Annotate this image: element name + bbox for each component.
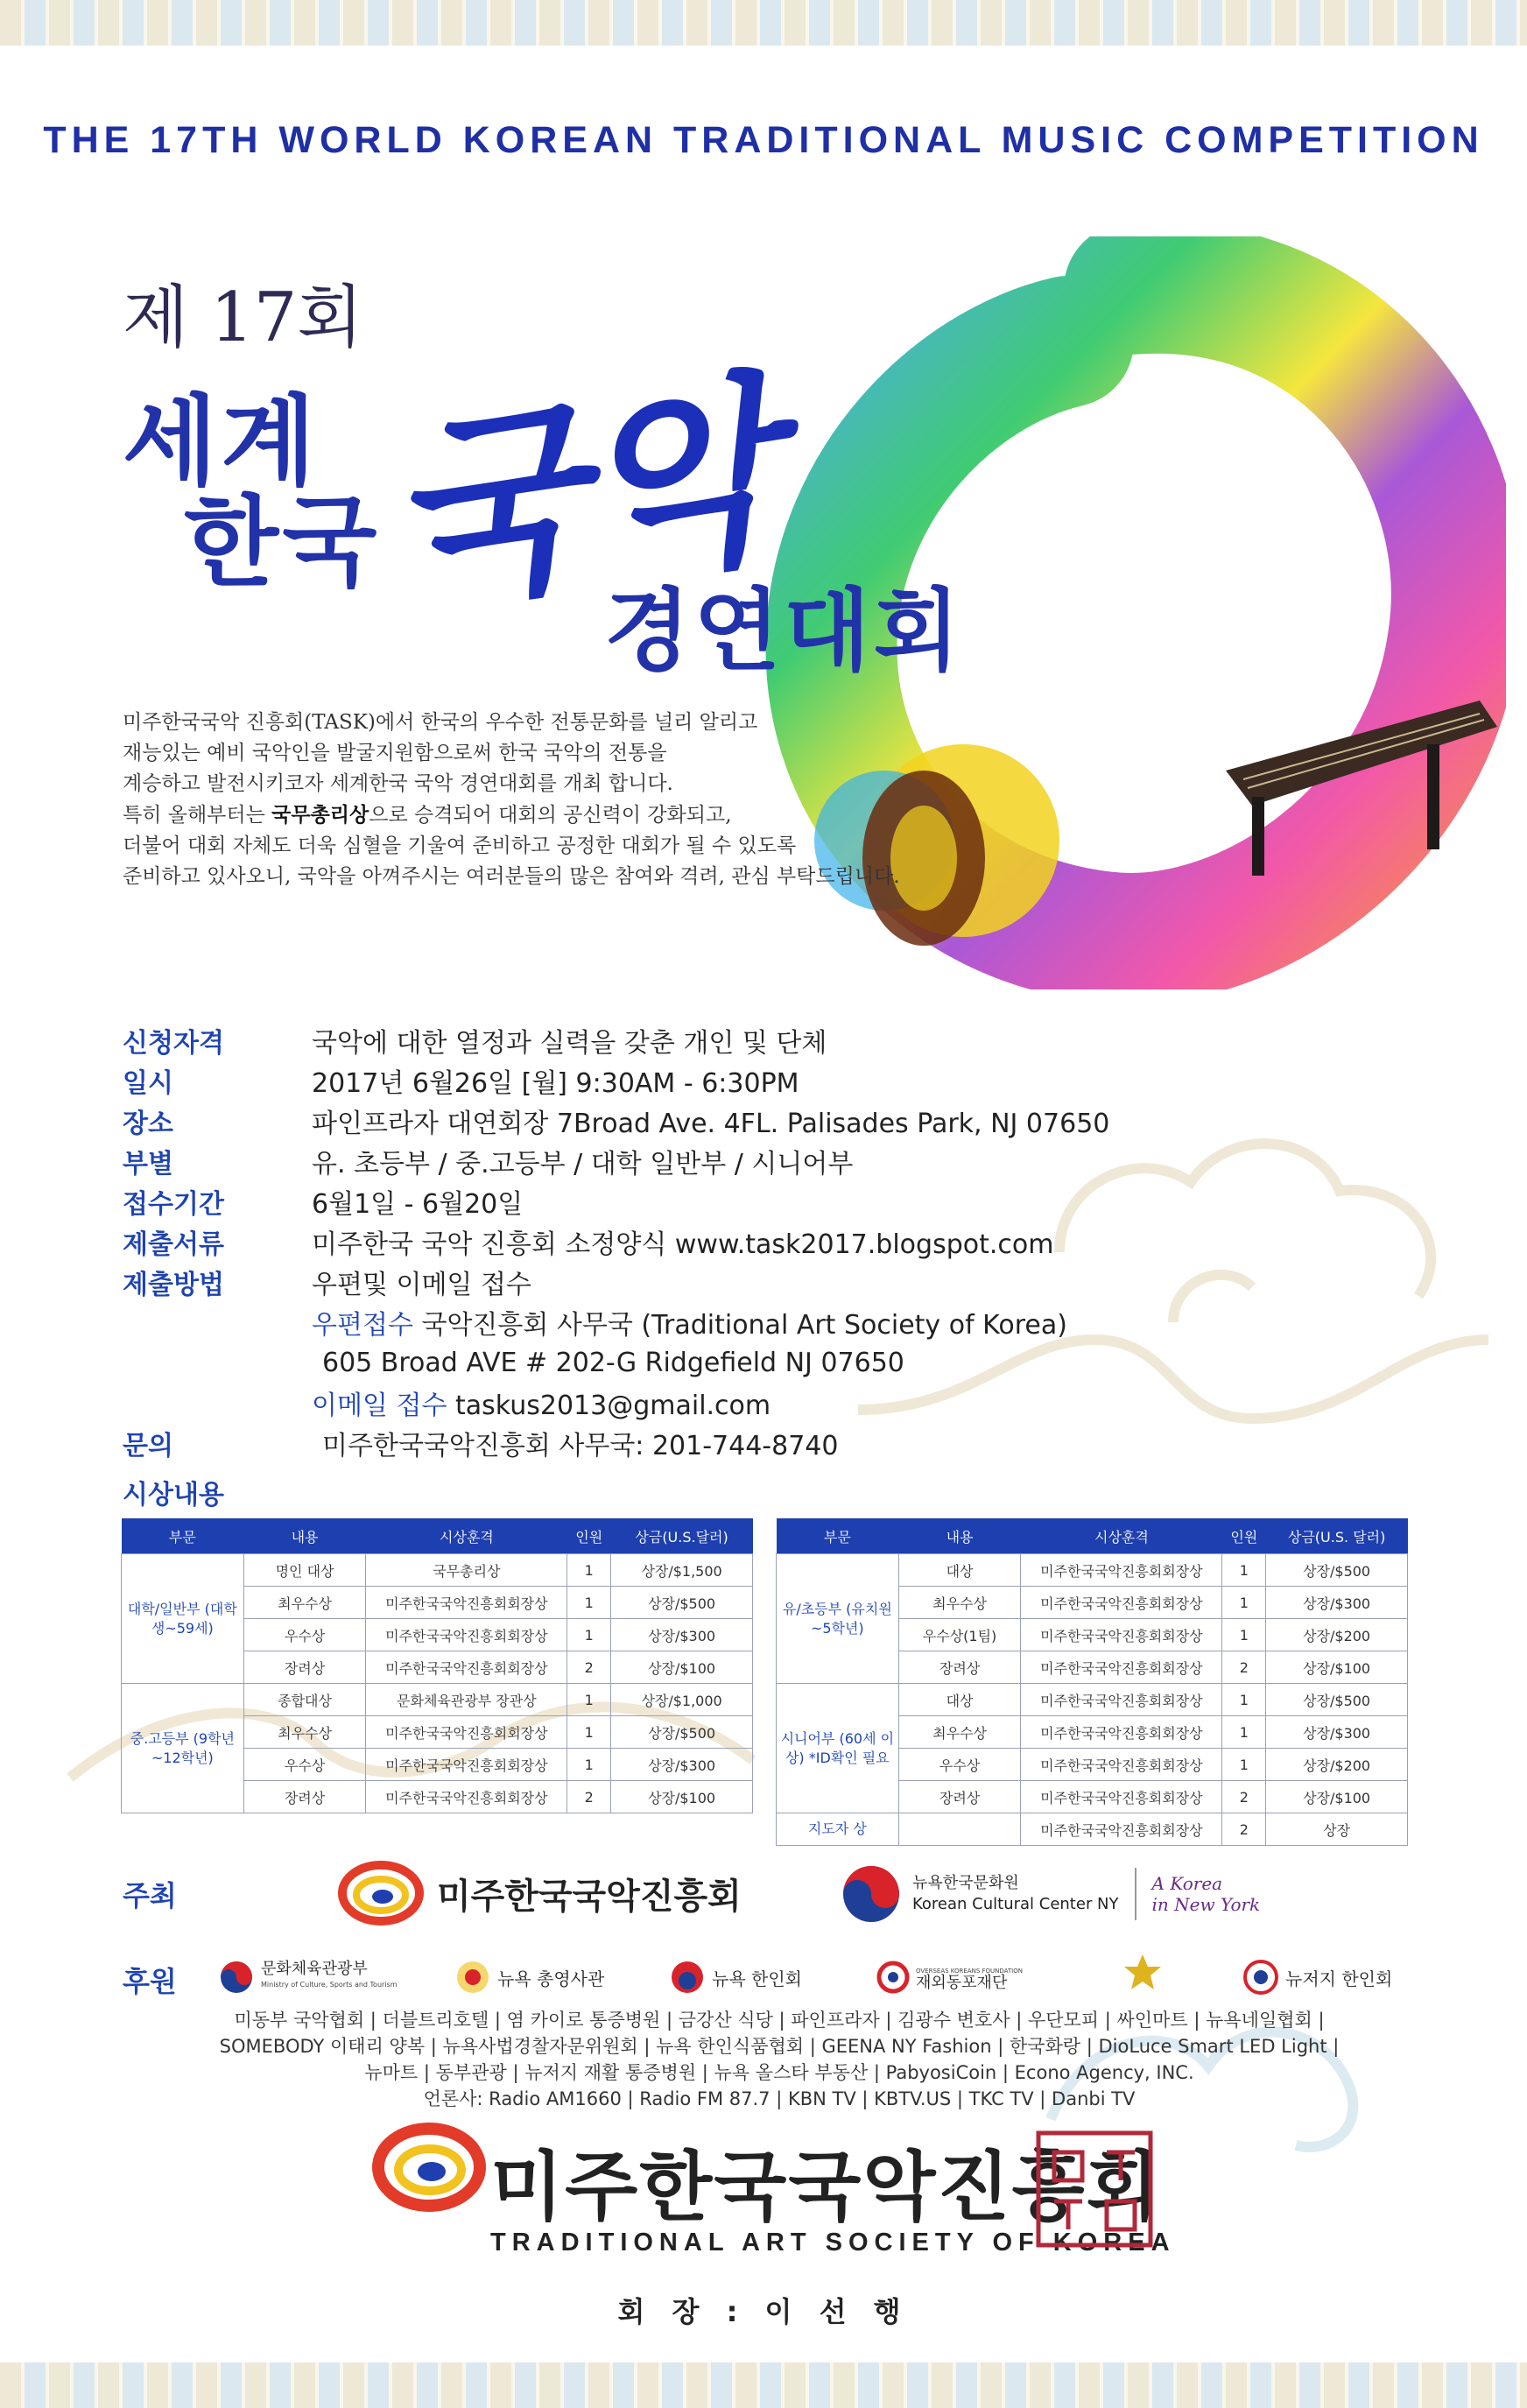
red-seal-stamp xyxy=(1033,2128,1156,2250)
nj-korean-assoc-name: 뉴저지 한인회 xyxy=(1285,1968,1393,1989)
sponsor-line: 미동부 국악협회 | 더블트리호텔 | 염 카이로 통증병원 | 금강산 식당 | 파인프라자 | 김광수 변호사 | 우단모피 | 싸인마트 | 뉴욕네일협회 | xyxy=(234,2010,1325,2031)
nj-korean-assoc-logo xyxy=(1243,1960,1392,1995)
awards-table-left xyxy=(121,1518,753,1813)
ny-korean-assoc-name: 뉴욕 한인회 xyxy=(712,1968,802,1989)
gayageum-icon xyxy=(1217,665,1506,911)
table-cell: 1 xyxy=(567,1716,611,1749)
table-cell: 미주한국국악진흥회회장상 xyxy=(1021,1716,1222,1749)
title-world: 세계 xyxy=(123,385,320,499)
table-cell: 미주한국국악진흥회회장상 xyxy=(366,1749,567,1781)
okf-name-kr: 재외동포재단 xyxy=(916,1974,1008,1992)
info-row-place xyxy=(123,1101,1129,1141)
awards-title: 시상내용 xyxy=(123,1480,224,1510)
intro-line: 계승하고 발전시키코자 세계한국 국악 경연대회를 개최 합니다. xyxy=(123,772,673,795)
info-row-method xyxy=(123,1262,1129,1302)
table-cell: 우수상 xyxy=(898,1749,1021,1781)
table-header: 내용 xyxy=(243,1518,366,1554)
table-cell: 장려상 xyxy=(243,1781,366,1813)
table-cell: 상장/$100 xyxy=(611,1781,753,1813)
title-contest: 경연대회 xyxy=(604,580,964,684)
award-category: 시니어부 (60세 이상) *ID확인 필요 xyxy=(777,1684,899,1813)
info-row-mail-address xyxy=(123,1342,1129,1383)
ny-korean-assoc-logo xyxy=(670,1960,802,1995)
sponsor-line: 뉴마트 | 동부관광 | 뉴저지 재활 통증병원 | 뉴욕 올스타 부동산 | PabyosiCoin | Econo Agency, INC. xyxy=(364,2062,1194,2083)
sponsor-line: SOMEBODY 이태리 양복 | 뉴욕사법경찰자문위원회 | 뉴욕 한인식품협회 | GEENA NY Fashion | 한국화랑 | DioLuce Smart LED Light | xyxy=(219,2036,1340,2057)
table-cell: 1 xyxy=(567,1619,611,1651)
footer-org-name: 미주한국국악진흥회 xyxy=(490,2144,1161,2231)
info-value: 미주한국국악진흥회 사무국: 201-744-8740 xyxy=(322,1431,839,1461)
table-cell: 2 xyxy=(567,1651,611,1684)
title-korea: 한국 xyxy=(184,486,381,600)
table-cell: 상장/$100 xyxy=(611,1651,753,1684)
table-cell: 문화체육관광부 장관상 xyxy=(366,1684,567,1716)
table-row xyxy=(122,1684,753,1716)
intro-line: 재능있는 예비 국악인을 발굴지원함으로써 한국 국악의 전통을 xyxy=(123,742,667,764)
table-cell: 상장/$200 xyxy=(1266,1749,1408,1781)
table-cell: 우수상(1팀) xyxy=(898,1619,1021,1651)
table-row xyxy=(777,1813,1408,1846)
consulate-logo xyxy=(455,1960,604,1995)
table-cell: 상장/$1,000 xyxy=(611,1684,753,1716)
table-cell: 명인 대상 xyxy=(243,1554,366,1587)
task-logo-icon xyxy=(372,2119,486,2215)
table-cell: 1 xyxy=(1222,1749,1266,1781)
table-cell: 미주한국국악진흥회회장상 xyxy=(1021,1651,1222,1684)
table-header: 내용 xyxy=(898,1518,1021,1554)
table-header: 부문 xyxy=(777,1518,899,1554)
top-border-pattern xyxy=(0,0,1527,46)
table-cell: 1 xyxy=(1222,1587,1266,1619)
info-row-division xyxy=(123,1141,1129,1181)
host-org-name: 미주한국국악진흥회 xyxy=(437,1876,742,1917)
korean-assoc-emblem-icon xyxy=(670,1960,705,1995)
table-cell: 상장/$300 xyxy=(611,1619,753,1651)
info-value: 미주한국 국악 진흥회 소정양식 www.task2017.blogspot.com xyxy=(312,1229,1054,1260)
kcc-slogan: A Korea xyxy=(1151,1873,1223,1894)
table-cell: 상장/$100 xyxy=(1266,1781,1408,1813)
table-cell: 미주한국국악진흥회회장상 xyxy=(1021,1749,1222,1781)
info-row-docs xyxy=(123,1222,1129,1262)
info-label: 부별 xyxy=(123,1149,173,1179)
table-cell: 종합대상 xyxy=(243,1684,366,1716)
table-cell: 상장/$1,500 xyxy=(611,1554,753,1587)
kcc-logo xyxy=(841,1863,1260,1925)
table-header: 인원 xyxy=(1222,1518,1266,1554)
intro-text: 으로 승격되어 대회의 공신력이 강화되고, xyxy=(369,804,732,827)
table-header: 상금(U.S. 달러) xyxy=(1266,1518,1408,1554)
table-cell: 2 xyxy=(1222,1651,1266,1684)
award-category: 중.고등부 (9학년~12학년) xyxy=(122,1684,244,1813)
awards-table-right xyxy=(776,1518,1408,1846)
table-cell: 장려상 xyxy=(898,1781,1021,1813)
table-cell: 상장/$500 xyxy=(611,1587,753,1619)
table-header: 인원 xyxy=(567,1518,611,1554)
mail-address: 605 Broad AVE # 202-G Ridgefield NJ 07650 xyxy=(322,1347,904,1378)
table-cell: 1 xyxy=(567,1587,611,1619)
consulate-emblem-icon xyxy=(455,1960,490,1995)
sponsor-label: 후원 xyxy=(123,1965,177,1998)
info-value: 2017년 6월26일 [월] 9:30AM - 6:30PM xyxy=(312,1068,799,1099)
table-header: 부문 xyxy=(122,1518,244,1554)
taegeuk-icon xyxy=(219,1960,254,1995)
info-row-date xyxy=(123,1060,1129,1101)
table-cell: 미주한국국악진흥회회장상 xyxy=(366,1619,567,1651)
table-cell: 1 xyxy=(1222,1619,1266,1651)
intro-line: 준비하고 있사오니, 국악을 아껴주시는 여러분들의 많은 참여와 격려, 관심 부탁드립니다. xyxy=(123,865,900,888)
table-cell: 미주한국국악진흥회회장상 xyxy=(366,1651,567,1684)
award-category: 지도자 상 xyxy=(777,1813,899,1846)
table-cell: 미주한국국악진흥회회장상 xyxy=(1021,1587,1222,1619)
english-title: THE 17TH WORLD KOREAN TRADITIONAL MUSIC COMPETITION xyxy=(43,119,1484,161)
table-row xyxy=(122,1554,753,1587)
mail-label: 우편접수 xyxy=(312,1310,413,1341)
intro-line: 미주한국국악 진흥회(TASK)에서 한국의 우수한 전통문화를 널리 알리고 xyxy=(123,711,758,734)
intro-line: 더불어 대회 자체도 더욱 심혈을 기울여 준비하고 공정한 대회가 될 수 있도록 xyxy=(123,834,797,857)
okf-emblem-icon xyxy=(876,1960,911,1995)
email-label: 이메일 접수 xyxy=(312,1391,447,1421)
task-swirl-icon xyxy=(337,1858,425,1928)
host-label: 주최 xyxy=(123,1879,177,1912)
table-cell: 미주한국국악진흥회회장상 xyxy=(1021,1554,1222,1587)
footer-org-name-en: TRADITIONAL ART SOCIETY OF KOREA xyxy=(490,2228,1176,2257)
info-value: 6월1일 - 6월20일 xyxy=(312,1189,524,1220)
table-cell: 미주한국국악진흥회회장상 xyxy=(366,1587,567,1619)
info-label: 신청자격 xyxy=(123,1028,224,1059)
award-category: 대학/일반부 (대학생~59세) xyxy=(122,1554,244,1684)
mail-value: 국악진흥회 사무국 (Traditional Art Society of Korea) xyxy=(421,1310,1067,1341)
title-gugak-calligraphy: 국악 xyxy=(373,350,792,639)
intro-text: 특히 올해부터는 xyxy=(123,804,272,827)
table-cell: 상장/$500 xyxy=(1266,1684,1408,1716)
info-row-eligibility xyxy=(123,1020,1129,1060)
host-org-logo xyxy=(337,1858,742,1928)
table-cell: 상장/$500 xyxy=(1266,1554,1408,1587)
table-cell: 상장/$300 xyxy=(611,1749,753,1781)
table-cell: 1 xyxy=(567,1684,611,1716)
info-value: 우편및 이메일 접수 xyxy=(312,1270,531,1300)
info-label: 일시 xyxy=(123,1068,173,1099)
info-label: 제출방법 xyxy=(123,1270,224,1300)
table-row xyxy=(777,1684,1408,1716)
table-cell: 미주한국국악진흥회회장상 xyxy=(1021,1781,1222,1813)
trade-association-emblem-icon xyxy=(1121,1951,1165,1995)
table-cell: 1 xyxy=(1222,1684,1266,1716)
award-category: 유/초등부 (유치원~5학년) xyxy=(777,1554,899,1684)
table-cell: 대상 xyxy=(898,1554,1021,1587)
intro-paragraph xyxy=(123,708,911,892)
table-cell: 상장/$200 xyxy=(1266,1619,1408,1651)
table-cell: 최우수상 xyxy=(243,1716,366,1749)
table-cell: 우수상 xyxy=(243,1749,366,1781)
okf-logo xyxy=(876,1960,1023,1995)
info-value: 유. 초등부 / 중.고등부 / 대학 일반부 / 시니어부 xyxy=(312,1149,854,1179)
table-cell: 미주한국국악진흥회회장상 xyxy=(1021,1813,1222,1846)
table-header: 시상훈격 xyxy=(1021,1518,1222,1554)
taegeuk-icon xyxy=(841,1863,902,1925)
info-value: 파인프라자 대연회장 7Broad Ave. 4FL. Palisades Park, NJ 07650 xyxy=(312,1109,1110,1139)
table-cell: 최우수상 xyxy=(898,1587,1021,1619)
mcst-name-en: Ministry of Culture, Sports and Tourism xyxy=(261,1981,398,1989)
table-cell: 상장/$500 xyxy=(611,1716,753,1749)
table-cell: 최우수상 xyxy=(898,1716,1021,1749)
sponsor-line: 언론사: Radio AM1660 | Radio FM 87.7 | KBN TV | KBTV.US | TKC TV | Danbi TV xyxy=(423,2088,1136,2109)
info-row-email xyxy=(123,1383,1129,1423)
info-row-mail xyxy=(123,1302,1129,1342)
bottom-border-pattern xyxy=(0,2362,1527,2408)
table-cell: 상장/$300 xyxy=(1266,1716,1408,1749)
info-label: 장소 xyxy=(123,1109,173,1139)
consulate-name: 뉴욕 총영사관 xyxy=(497,1968,605,1989)
mcst-logo xyxy=(219,1960,398,1995)
session-number: 제 17회 xyxy=(123,278,363,357)
table-cell: 1 xyxy=(1222,1554,1266,1587)
intro-line xyxy=(123,799,911,831)
table-cell: 미주한국국악진흥회회장상 xyxy=(366,1716,567,1749)
table-cell xyxy=(898,1813,1021,1846)
president: 회 장 : 이 선 행 xyxy=(617,2295,910,2328)
table-cell: 미주한국국악진흥회회장상 xyxy=(366,1781,567,1813)
info-label: 문의 xyxy=(123,1431,173,1461)
table-cell: 우수상 xyxy=(243,1619,366,1651)
table-cell: 1 xyxy=(1222,1716,1266,1749)
info-value: 국악에 대한 열정과 실력을 갖춘 개인 및 단체 xyxy=(312,1028,827,1059)
table-cell: 상장/$100 xyxy=(1266,1651,1408,1684)
info-label: 접수기간 xyxy=(123,1189,224,1220)
table-cell: 2 xyxy=(567,1781,611,1813)
table-cell: 장려상 xyxy=(243,1651,366,1684)
mcst-name-kr: 문화체육관광부 xyxy=(261,1960,368,1978)
kcc-name-kr: 뉴욕한국문화원 xyxy=(912,1874,1019,1892)
table-row xyxy=(777,1554,1408,1587)
table-cell: 미주한국국악진흥회회장상 xyxy=(1021,1619,1222,1651)
info-row-period xyxy=(123,1181,1129,1222)
table-header: 상금(U.S.달러) xyxy=(611,1518,753,1554)
competition-info xyxy=(123,1020,1129,1463)
table-header: 시상훈격 xyxy=(366,1518,567,1554)
kcc-name-en: Korean Cultural Center NY xyxy=(912,1895,1119,1913)
table-cell: 장려상 xyxy=(898,1651,1021,1684)
divider xyxy=(1135,1868,1136,1920)
info-label: 제출서류 xyxy=(123,1229,224,1260)
table-cell: 대상 xyxy=(898,1684,1021,1716)
table-cell: 국무총리상 xyxy=(366,1554,567,1587)
email-value[interactable]: taskus2013@gmail.com xyxy=(454,1391,771,1421)
table-cell: 1 xyxy=(567,1749,611,1781)
table-cell: 최우수상 xyxy=(243,1587,366,1619)
table-cell: 미주한국국악진흥회회장상 xyxy=(1021,1684,1222,1716)
table-cell: 1 xyxy=(567,1554,611,1587)
okf-name-en: OVERSEAS KOREANS FOUNDATION xyxy=(916,1968,1023,1975)
table-cell: 2 xyxy=(1222,1813,1266,1846)
info-row-contact xyxy=(123,1423,1129,1463)
table-cell: 상장 xyxy=(1266,1813,1408,1846)
table-cell: 상장/$300 xyxy=(1266,1587,1408,1619)
intro-highlight: 국무총리상 xyxy=(271,803,369,827)
sponsor-list xyxy=(210,2007,1348,2112)
kcc-slogan: in New York xyxy=(1151,1894,1261,1915)
table-cell: 2 xyxy=(1222,1781,1266,1813)
nj-assoc-emblem-icon xyxy=(1243,1960,1278,1995)
